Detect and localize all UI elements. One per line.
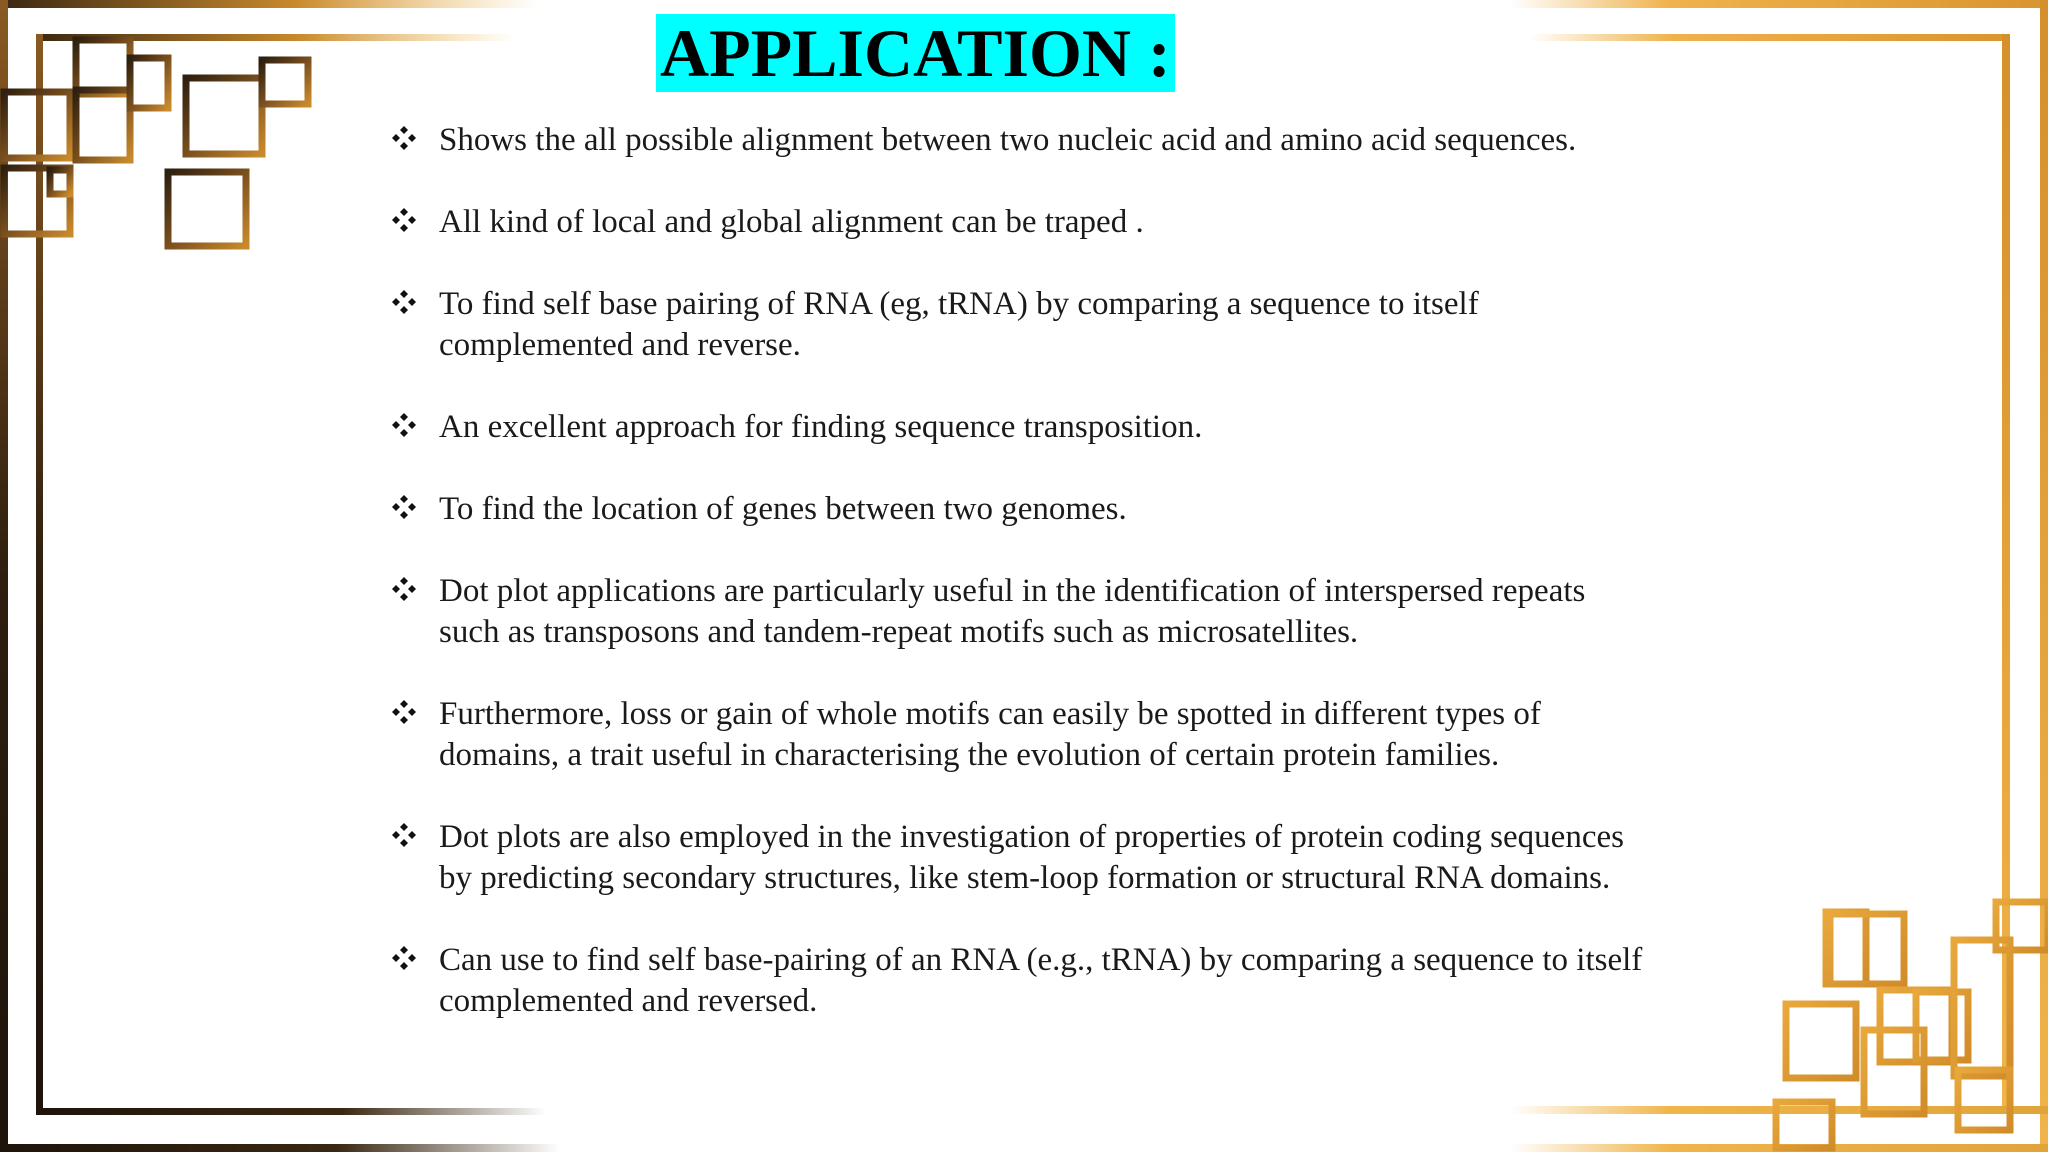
bullet-text: To find self base pairing of RNA (eg, tRNA) by comparing a sequence to itself complemented and reverse. — [439, 286, 1479, 363]
bullet-text: To find the location of genes between two genomes. — [439, 491, 1127, 527]
four-diamond-bullet-icon — [392, 700, 416, 724]
bullet-text: All kind of local and global alignment can be traped . — [439, 204, 1144, 240]
list-item — [392, 694, 1652, 776]
bullet-text: Dot plots are also employed in the investigation of properties of protein coding sequences by predicting secondary structures, like stem-loop formation or structural RNA domains. — [439, 819, 1624, 896]
list-item — [392, 940, 1652, 1022]
frame-line — [1510, 0, 2048, 8]
four-diamond-bullet-icon — [392, 946, 416, 970]
four-diamond-bullet-icon — [392, 495, 416, 519]
list-item — [392, 817, 1652, 899]
list-item — [392, 284, 1652, 366]
four-diamond-bullet-icon — [392, 290, 416, 314]
list-item — [392, 202, 1652, 243]
four-diamond-bullet-icon — [392, 577, 416, 601]
frame-line — [2040, 0, 2048, 1152]
four-diamond-bullet-icon — [392, 126, 416, 150]
list-item — [392, 407, 1652, 448]
list-item — [392, 120, 1652, 161]
corner-squares-top-left — [4, 40, 308, 246]
bullet-text: An excellent approach for finding sequence transposition. — [439, 409, 1203, 445]
list-item — [392, 571, 1652, 653]
bullet-text: Dot plot applications are particularly useful in the identification of interspersed repeats such as transposons and tandem-repeat motifs such as microsatellites. — [439, 573, 1586, 650]
four-diamond-bullet-icon — [392, 208, 416, 232]
frame-line — [0, 0, 540, 8]
four-diamond-bullet-icon — [392, 823, 416, 847]
four-diamond-bullet-icon — [392, 413, 416, 437]
frame-line — [36, 1108, 546, 1115]
bullet-text: Shows the all possible alignment between two nucleic acid and amino acid sequences. — [439, 122, 1577, 158]
frame-line — [36, 34, 43, 1114]
frame-line — [1530, 34, 2010, 41]
bullet-list — [392, 120, 1652, 1063]
frame-line — [0, 1144, 560, 1152]
bullet-text: Furthermore, loss or gain of whole motifs can easily be spotted in different types of domains, a trait useful in characterising the evolution of certain protein families. — [439, 696, 1541, 773]
slide-title: APPLICATION : — [656, 14, 1175, 92]
list-item — [392, 489, 1652, 530]
bullet-text: Can use to find self base-pairing of an RNA (e.g., tRNA) by comparing a sequence to itself complemented and reversed. — [439, 942, 1643, 1019]
title-container — [656, 14, 1175, 92]
